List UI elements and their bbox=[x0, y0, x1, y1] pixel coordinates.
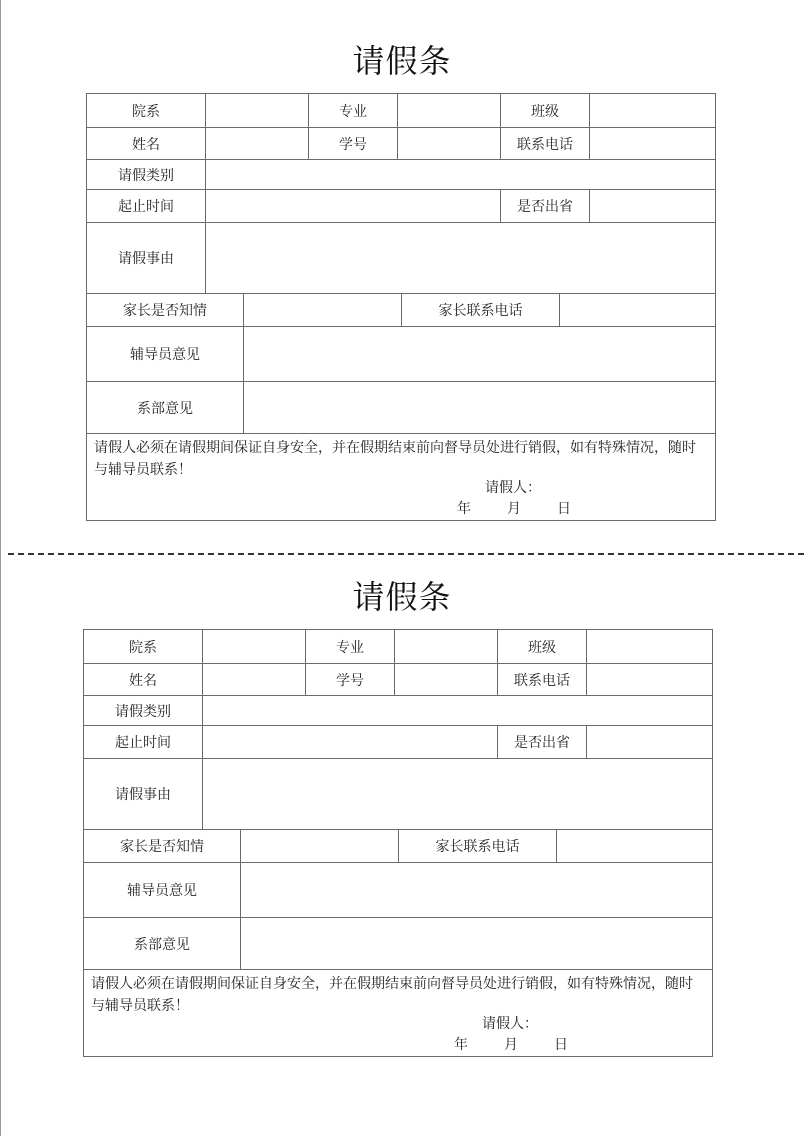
counselor-opinion-field[interactable] bbox=[241, 863, 712, 917]
label-parent-phone: 家长联系电话 bbox=[399, 830, 557, 862]
label-period: 起止时间 bbox=[87, 190, 206, 222]
label-student-id: 学号 bbox=[309, 128, 398, 159]
label-parent-phone: 家长联系电话 bbox=[402, 294, 560, 326]
label-major: 专业 bbox=[306, 630, 395, 663]
label-department-opinion: 系部意见 bbox=[87, 382, 244, 433]
table-row bbox=[87, 327, 715, 382]
reason-field[interactable] bbox=[206, 223, 715, 293]
label-department-opinion: 系部意见 bbox=[84, 918, 241, 969]
year-label: 年 bbox=[457, 501, 471, 517]
label-period: 起止时间 bbox=[84, 726, 203, 758]
label-phone: 联系电话 bbox=[498, 664, 587, 695]
table-row bbox=[87, 128, 715, 160]
applicant-signature-label: 请假人： bbox=[485, 480, 541, 496]
label-leave-province: 是否出省 bbox=[501, 190, 590, 222]
form-title: 请假条 bbox=[352, 578, 452, 616]
form-title: 请假条 bbox=[352, 42, 452, 80]
class-field[interactable] bbox=[587, 630, 712, 663]
notice-section bbox=[84, 970, 712, 1056]
label-counselor-opinion: 辅导员意见 bbox=[87, 327, 244, 381]
table-row bbox=[87, 382, 715, 434]
label-parent-informed: 家长是否知情 bbox=[84, 830, 241, 862]
name-field[interactable] bbox=[203, 664, 306, 695]
cut-line-divider bbox=[8, 553, 804, 555]
label-parent-informed: 家长是否知情 bbox=[87, 294, 244, 326]
label-college: 院系 bbox=[84, 630, 203, 663]
leave-type-field[interactable] bbox=[206, 160, 715, 189]
department-opinion-field[interactable] bbox=[241, 918, 712, 969]
major-field[interactable] bbox=[395, 630, 498, 663]
period-field[interactable] bbox=[206, 190, 501, 222]
label-name: 姓名 bbox=[87, 128, 206, 159]
reason-field[interactable] bbox=[203, 759, 712, 829]
label-leave-type: 请假类别 bbox=[87, 160, 206, 189]
form-table bbox=[86, 93, 716, 521]
table-row bbox=[87, 294, 715, 327]
date-line bbox=[457, 498, 571, 520]
table-row bbox=[84, 696, 712, 726]
label-name: 姓名 bbox=[84, 664, 203, 695]
year-label: 年 bbox=[454, 1037, 468, 1053]
student-id-field[interactable] bbox=[395, 664, 498, 695]
name-field[interactable] bbox=[206, 128, 309, 159]
label-reason: 请假事由 bbox=[84, 759, 203, 829]
period-field[interactable] bbox=[203, 726, 498, 758]
form-table bbox=[83, 629, 713, 1057]
page-left-border bbox=[0, 0, 1, 1136]
phone-field[interactable] bbox=[587, 664, 712, 695]
label-phone: 联系电话 bbox=[501, 128, 590, 159]
table-row bbox=[84, 630, 712, 664]
department-opinion-field[interactable] bbox=[244, 382, 715, 433]
class-field[interactable] bbox=[590, 94, 715, 127]
notice-text: 请假人必须在请假期间保证自身安全，并在假期结束前向督导员处进行销假，如有特殊情况，随时与辅导员联系！ bbox=[94, 440, 696, 478]
table-row bbox=[84, 664, 712, 696]
month-label: 月 bbox=[507, 501, 521, 517]
label-college: 院系 bbox=[87, 94, 206, 127]
college-field[interactable] bbox=[203, 630, 306, 663]
table-row bbox=[84, 863, 712, 918]
leave-type-field[interactable] bbox=[203, 696, 712, 725]
parent-phone-field[interactable] bbox=[557, 830, 712, 862]
day-label: 日 bbox=[557, 501, 571, 517]
date-line bbox=[454, 1034, 568, 1056]
leave-province-field[interactable] bbox=[587, 726, 712, 758]
table-row bbox=[84, 918, 712, 970]
notice-text: 请假人必须在请假期间保证自身安全，并在假期结束前向督导员处进行销假，如有特殊情况，随时与辅导员联系！ bbox=[91, 976, 693, 1014]
day-label: 日 bbox=[554, 1037, 568, 1053]
label-class: 班级 bbox=[501, 94, 590, 127]
counselor-opinion-field[interactable] bbox=[244, 327, 715, 381]
table-row bbox=[87, 190, 715, 223]
label-major: 专业 bbox=[309, 94, 398, 127]
table-row bbox=[84, 759, 712, 830]
table-row bbox=[87, 160, 715, 190]
applicant-signature-label: 请假人： bbox=[482, 1016, 538, 1032]
label-reason: 请假事由 bbox=[87, 223, 206, 293]
parent-phone-field[interactable] bbox=[560, 294, 715, 326]
label-leave-province: 是否出省 bbox=[498, 726, 587, 758]
table-row bbox=[87, 94, 715, 128]
parent-informed-field[interactable] bbox=[244, 294, 402, 326]
table-row bbox=[84, 726, 712, 759]
major-field[interactable] bbox=[398, 94, 501, 127]
leave-province-field[interactable] bbox=[590, 190, 715, 222]
table-row bbox=[84, 830, 712, 863]
parent-informed-field[interactable] bbox=[241, 830, 399, 862]
label-leave-type: 请假类别 bbox=[84, 696, 203, 725]
label-class: 班级 bbox=[498, 630, 587, 663]
notice-section bbox=[87, 434, 715, 520]
label-student-id: 学号 bbox=[306, 664, 395, 695]
label-counselor-opinion: 辅导员意见 bbox=[84, 863, 241, 917]
college-field[interactable] bbox=[206, 94, 309, 127]
student-id-field[interactable] bbox=[398, 128, 501, 159]
phone-field[interactable] bbox=[590, 128, 715, 159]
table-row bbox=[87, 223, 715, 294]
month-label: 月 bbox=[504, 1037, 518, 1053]
